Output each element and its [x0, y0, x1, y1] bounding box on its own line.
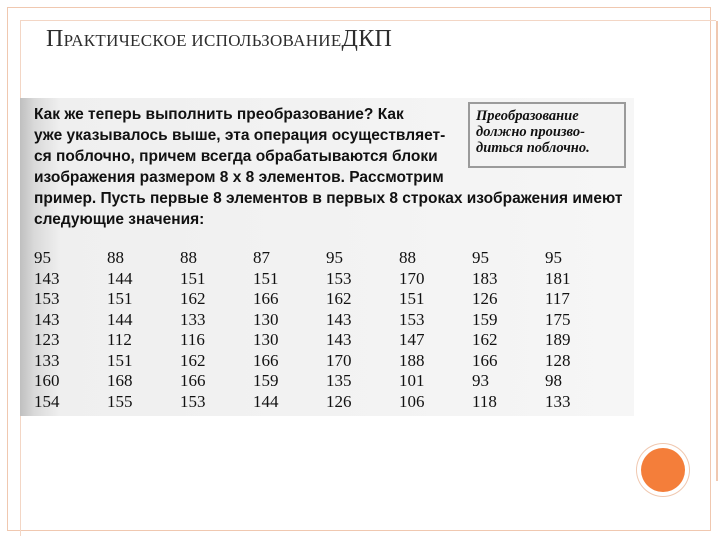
matrix-cell: 128: [545, 350, 571, 370]
matrix-cell: 133: [180, 309, 206, 329]
matrix-cell: 159: [253, 371, 279, 391]
matrix-cell: 101: [399, 371, 425, 391]
matrix-row: [34, 289, 618, 310]
matrix-cell: 130: [253, 309, 279, 329]
matrix-cell: 175: [545, 309, 571, 329]
matrix-row: [34, 330, 618, 351]
pixel-value-matrix: [34, 248, 618, 412]
matrix-cell: 189: [545, 330, 571, 350]
matrix-cell: 144: [253, 391, 279, 411]
matrix-cell: 116: [180, 330, 205, 350]
matrix-cell: 93: [472, 371, 489, 391]
matrix-cell: 159: [472, 309, 498, 329]
matrix-cell: 155: [107, 391, 133, 411]
matrix-cell: 188: [399, 350, 425, 370]
matrix-row: [34, 371, 618, 392]
matrix-cell: 98: [545, 371, 562, 391]
scan-line: следующие значения:: [34, 211, 205, 228]
matrix-cell: 170: [399, 268, 425, 288]
matrix-cell: 153: [326, 268, 352, 288]
decorative-orange-circle: [641, 448, 685, 492]
matrix-cell: 112: [107, 330, 132, 350]
note-line: Преобразование: [476, 108, 579, 124]
scanned-page-image: [20, 98, 634, 416]
matrix-cell: 143: [326, 309, 352, 329]
matrix-cell: 151: [107, 289, 133, 309]
matrix-cell: 160: [34, 371, 60, 391]
matrix-cell: 166: [253, 350, 279, 370]
note-line: диться поблочно.: [476, 140, 590, 156]
matrix-cell: 166: [180, 371, 206, 391]
matrix-cell: 153: [399, 309, 425, 329]
matrix-cell: 133: [545, 391, 571, 411]
matrix-cell: 88: [399, 248, 416, 268]
matrix-cell: 147: [399, 330, 425, 350]
matrix-cell: 154: [34, 391, 60, 411]
scan-line: пример. Пусть первые 8 элементов в первых 8 строках изображения имеют: [34, 190, 623, 207]
margin-note-box: [468, 102, 626, 168]
matrix-cell: 143: [34, 309, 60, 329]
matrix-cell: 143: [326, 330, 352, 350]
matrix-cell: 151: [253, 268, 279, 288]
matrix-cell: 162: [472, 330, 498, 350]
matrix-cell: 88: [180, 248, 197, 268]
slide-title: [46, 26, 392, 53]
matrix-cell: 95: [472, 248, 489, 268]
frame-vertical-rule: [716, 21, 718, 481]
matrix-cell: 118: [472, 391, 497, 411]
matrix-cell: 151: [399, 289, 425, 309]
title-rest: РАКТИЧЕСКОЕ ИСПОЛЬЗОВАНИЕ: [63, 31, 342, 50]
title-tail: ДКП: [341, 26, 393, 52]
matrix-cell: 95: [545, 248, 562, 268]
scan-line: ся поблочно, причем всегда обрабатываются блоки: [34, 148, 438, 165]
matrix-body: [34, 248, 618, 412]
note-line: должно произво-: [476, 124, 585, 140]
matrix-cell: 126: [472, 289, 498, 309]
matrix-cell: 144: [107, 309, 133, 329]
scan-line: Как же теперь выполнить преобразование? Как: [34, 106, 404, 123]
matrix-cell: 123: [34, 330, 60, 350]
matrix-row: [34, 351, 618, 372]
matrix-row: [34, 269, 618, 290]
matrix-cell: 183: [472, 268, 498, 288]
matrix-row: [34, 310, 618, 331]
matrix-cell: 181: [545, 268, 571, 288]
matrix-cell: 106: [399, 391, 425, 411]
matrix-cell: 166: [253, 289, 279, 309]
scan-line: изображения размером 8 x 8 элементов. Рассмотрим: [34, 169, 444, 186]
title-first-letter: П: [46, 26, 64, 52]
matrix-cell: 162: [180, 350, 206, 370]
matrix-cell: 151: [180, 268, 206, 288]
matrix-cell: 168: [107, 371, 133, 391]
matrix-cell: 88: [107, 248, 124, 268]
matrix-cell: 135: [326, 371, 352, 391]
matrix-row: [34, 248, 618, 269]
matrix-cell: 117: [545, 289, 570, 309]
matrix-cell: 144: [107, 268, 133, 288]
matrix-cell: 153: [180, 391, 206, 411]
matrix-cell: 153: [34, 289, 60, 309]
matrix-cell: 166: [472, 350, 498, 370]
matrix-cell: 162: [180, 289, 206, 309]
matrix-cell: 133: [34, 350, 60, 370]
matrix-cell: 130: [253, 330, 279, 350]
scan-line: уже указывалось выше, эта операция осуществляет-: [34, 127, 446, 144]
matrix-cell: 170: [326, 350, 352, 370]
matrix-cell: 95: [326, 248, 343, 268]
matrix-cell: 143: [34, 268, 60, 288]
matrix-cell: 95: [34, 248, 51, 268]
matrix-row: [34, 392, 618, 413]
matrix-cell: 126: [326, 391, 352, 411]
matrix-cell: 162: [326, 289, 352, 309]
matrix-cell: 87: [253, 248, 270, 268]
matrix-cell: 151: [107, 350, 133, 370]
